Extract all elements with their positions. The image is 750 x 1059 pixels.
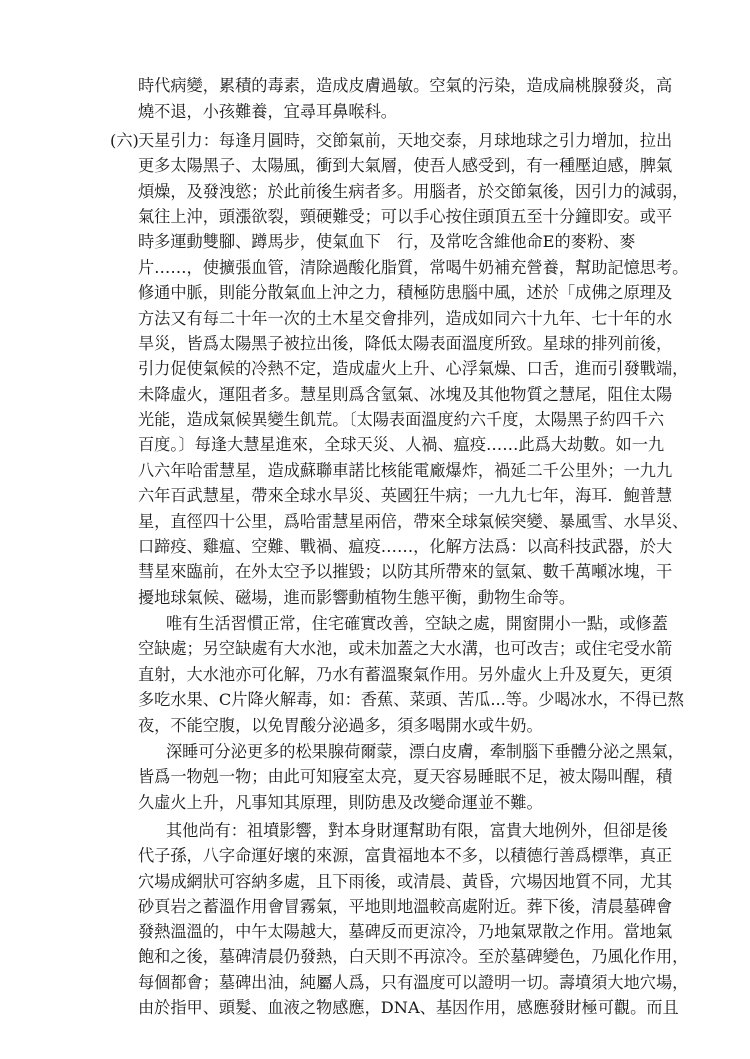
text-line: 其他尚有：祖墳影響，對本身財運幫助有限，富貴大地例外，但卻是後: [166, 821, 668, 841]
text-line: 空缺處；另空缺處有大水池，或未加蓋之大水溝，也可改吉；或住宅受水箭: [138, 638, 673, 658]
section-marker: (六): [110, 131, 139, 151]
text-line: 六年百武慧星，帶來全球水旱災、英國狂牛病；一九九七年，海耳．鮑普慧: [138, 486, 673, 506]
text-line: 未降虛火，運阻者多。慧星則爲含氫氣、冰塊及其他物質之慧尾，阻住太陽: [138, 385, 673, 405]
text-line: 修通中脈，則能分散氣血上沖之力，積極防患腦中風，述於「成佛之原理及: [138, 283, 673, 303]
text-line: 更多太陽黑子、太陽風，衝到大氣層，使吾人感受到，有一種壓迫感，脾氣: [138, 156, 673, 176]
text-line: 星，直徑四十公里，爲哈雷慧星兩倍，帶來全球氣候突變、暴風雪、水旱災、: [138, 511, 689, 531]
text-line: 每個都會；墓碑出油，純屬人爲，只有溫度可以證明一切。壽墳須大地穴場，: [138, 972, 689, 992]
text-line: 擾地球氣候、磁場，進而影響動植物生態平衡，動物生命等。: [138, 587, 576, 607]
text-line: 百度。〕每逢大慧星進來，全球天災、人禍、瘟疫……此爲大劫數。如一九: [138, 435, 665, 455]
text-line: 彗星來臨前，在外太空予以摧毀；以防其所帶來的氫氣、數千萬噸冰塊，干: [138, 562, 673, 581]
text-line: 唯有生活習慣正常，住宅確實改善，空缺之處，開窗開小一點，或修蓋: [166, 613, 668, 633]
text-line: 久虛火上升，凡事知其原理，則防患及改變命運並不難。: [138, 792, 543, 812]
text-line: 方法又有每二十年一次的土木星交會排列，造成如同六十九年、七十年的水: [138, 309, 673, 329]
text-line: 代子孫，八字命運好壞的來源，富貴福地本不多，以積德行善爲標準，真正: [138, 846, 673, 866]
text-line: 旱災，皆爲太陽黑子被拉出後，降低太陽表面溫度所致。星球的排列前後，: [138, 334, 673, 354]
text-line: 飽和之後，墓碑清晨仍發熱，白天則不再涼冷。至於墓碑變色，乃風化作用，: [138, 947, 689, 967]
text-line: 皆爲一物剋一物；由此可知寢室太亮，夏天容易睡眠不足，被太陽叫醒，積: [138, 766, 673, 786]
text-line: 光能，造成氣候異變生飢荒。〔太陽表面溫度約六千度，太陽黑子約四千六: [138, 410, 665, 430]
text-line: 引力促使氣候的冷熱不定，造成虛火上升、心浮氣燥、口舌，進而引發戰端，: [138, 359, 689, 379]
text-line: 由於指甲、頭髮、血液之物感應，DNA、基因作用，感應發財極可觀。而且: [138, 998, 679, 1017]
text-line: 時多運動雙腳、蹲馬步，使氣血下 行，及常吃含維他命E的麥粉、麥: [138, 232, 636, 252]
text-line: 深睡可分泌更多的松果腺荷爾蒙，漂白皮膚，牽制腦下垂體分泌之黑氣，: [166, 741, 684, 761]
text-line: 穴場成網狀可容納多處，且下雨後，或清晨、黃昏，穴場因地質不同，尤其: [138, 872, 673, 892]
text-line: 片……，使擴張血管，清除過酸化脂質，常喝牛奶補充營養，幫助記憶思考。: [138, 258, 689, 278]
text-line: 砂頁岩之蓄溫作用會冒霧氣，平地則地溫較高處附近。葬下後，清晨墓碑會: [138, 897, 673, 917]
text-line: 氣往上沖，頭漲欲裂，頸硬難受；可以手心按住頭頂五至十分鐘即安。或平: [138, 207, 673, 227]
text-line: 口蹄疫、雞瘟、空難、戰禍、瘟疫……，化解方法爲：以高科技武器，於大: [138, 537, 673, 556]
text-line: 八六年哈雷慧星，造成蘇聯車諾比核能電廠爆炸，禍延二千公里外；一九九: [138, 461, 673, 481]
text-line: 天星引力：每逢月圓時，交節氣前，天地交泰，月球地球之引力增加，拉出: [138, 131, 673, 151]
text-line: 煩燥，及發洩慾；於此前後生病者多。用腦者，於交節氣後，因引力的減弱，: [138, 182, 689, 202]
text-line: 多吃水果、C片降火解毒，如：香蕉、菜頭、苦瓜...等。少喝冰水，不得已熬: [138, 689, 684, 709]
text-line: 夜，不能空腹，以免胃酸分泌過多，須多喝開水或牛奶。: [138, 715, 543, 735]
text-line: 直射，大水池亦可化解，乃水有蓄溫聚氣作用。另外虛火上升及夏矢，更須: [138, 664, 673, 684]
text-line: 發熱溫溫的，中午太陽越大，墓碑反而更涼冷，乃地氣眾散之作用。當地氣: [138, 922, 673, 942]
text-line: 燒不退，小孩難養，宜尋耳鼻喉科。: [138, 101, 397, 121]
text-line: 時代病變，累積的毒素，造成皮膚過敏。空氣的污染，造成扁桃腺發炎，高: [138, 76, 673, 95]
